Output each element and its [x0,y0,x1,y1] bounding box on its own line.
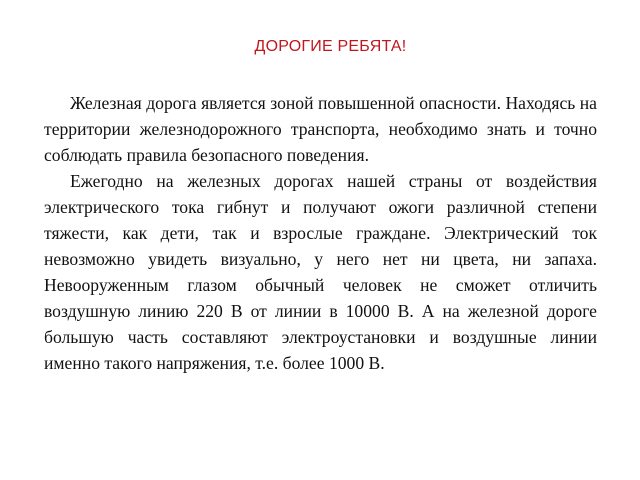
paragraph-electric-current: Ежегодно на железных дорогах нашей страны от воздействия электрического тока гибнут и получают ожоги различной степени тяжести, как дети, так и взрослые граждане. Электрический ток невозможно увидеть визуально, у него нет ни цвета, ни запаха. Невооруженным глазом обычный человек не сможет отличить воздушную линию 220 В от линии в 10000 В. А на железной дороге большую часть составляют электроустановки и воздушные линии именно такого напряжения, т.е. более 1000 В. [44,171,597,373]
paragraph-intro: Железная дорога является зоной повышенной опасности. Находясь на территории железнодорожного транспорта, необходимо знать и точно соблюдать правила безопасного поведения. [44,93,597,165]
page-title: ДОРОГИЕ РЕБЯТА! [254,38,407,55]
